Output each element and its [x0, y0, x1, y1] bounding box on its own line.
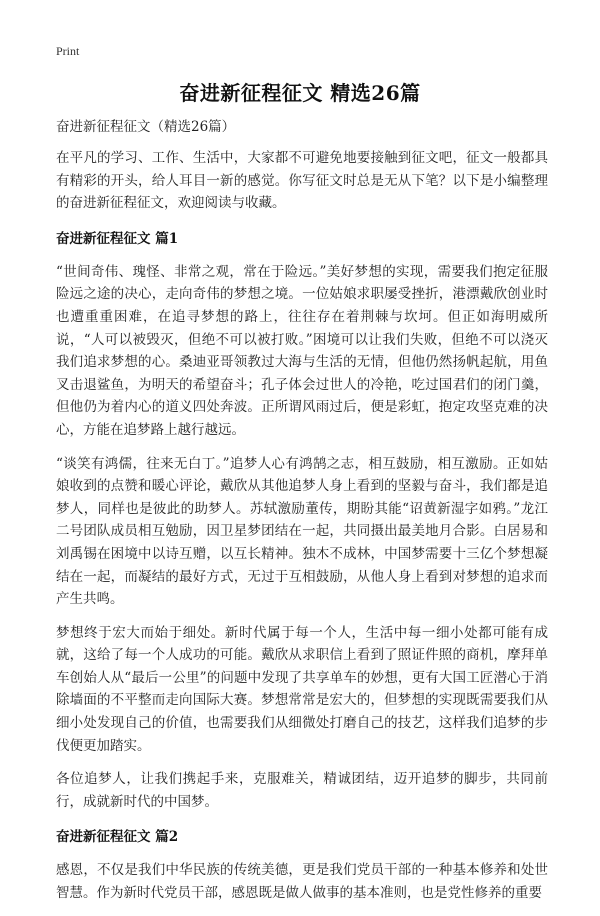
section-heading-1: 奋进新征程征文 篇1 — [56, 230, 179, 247]
section-2-paragraph: 感恩，不仅是我们中华民族的传统美德，更是我们党员干部的一种基本修养和处世智慧。作为新时代党员干部，感恩既是做人做事的基本准则，也是党性修养的重要 — [56, 862, 548, 902]
section-1-paragraph: 各位追梦人，让我们携起手来，克服难关，精诚团结，迈开追梦的脚步，共同前行，成就新时代的中国梦。 — [56, 771, 548, 810]
section-1-paragraph: “谈笑有鸿儒，往来无白丁。”追梦人心有鸿鹄之志，相互鼓励，相互激励。正如姑娘收到的点赞和暖心评论，戴欣从其他追梦人身上看到的坚毅与奋斗，我们都是追梦人，同样也是彼此的助梦人。苏轼激励董传，期盼其能“诏黄新湿字如鸦。”龙江二号团队成员相互勉励，因卫星梦团结在一起，共同摄出最美地月合影。白居易和刘禹锡在困境中以诗互赠，以互长精神。独木不成林，中国梦需要十三亿个梦想凝结在一起，而凝结的最好方式，无过于互相鼓励，从他人身上看到对梦想的追求而产生共鸣。 — [56, 455, 548, 608]
article-subtitle: 奋进新征程征文（精选26篇） — [56, 119, 236, 135]
section-heading-2: 奋进新征程征文 篇2 — [56, 829, 179, 846]
section-1-paragraph: “世间奇伟、瑰怪、非常之观，常在于险远。”美好梦想的实现，需要我们抱定征服险远之途的决心，走向奇伟的梦想之境。一位姑娘求职屡受挫折，港漂戴欣创业时也遭重重困难，在追寻梦想的路上，往往存在着荆棘与坎坷。但正如海明威所说，“人可以被毁灭，但绝不可以被打败。”困境可以让我们失败，但绝不可以浇灭我们追求梦想的心。桑迪亚哥领教过大海与生活的无情，但他仍然扬帆起航，用鱼叉击退鲨鱼，为明天的希望奋斗；孔子体会过世人的冷艳，吃过国君们的闭门羹，但他仍为着内心的道义四处奔波。正所谓风雨过后，便是彩虹，抱定攻坚克难的决心，方能在追梦路上越行越远。 — [56, 263, 548, 438]
article-body — [56, 116, 548, 916]
intro-paragraph: 在平凡的学习、工作、生活中，大家都不可避免地要接触到征文吧，征文一般都具有精彩的开头，给人耳目一新的感觉。你写征文时总是无从下笔？以下是小编整理的奋进新征程征文，欢迎阅读与收藏。 — [56, 150, 548, 212]
section-1-paragraph: 梦想终于宏大而始于细处。新时代属于每一个人，生活中每一细小处都可能有成就，这给了每一个人成功的可能。戴欣从求职信上看到了照证件照的商机，摩拜单车创始人从“最后一公里”的问题中发现了共享单车的妙想，更有大国工匠潜心于消除墙面的不平整而走向国际大赛。梦想常常是宏大的，但梦想的实现既需要我们从细小处发现自己的价值，也需要我们从细微处打磨自己的技艺，这样我们追梦的步伐便更加踏实。 — [56, 624, 548, 754]
page-title: 奋进新征程征文 精选26篇 — [179, 81, 421, 105]
print-link[interactable]: Print — [56, 44, 80, 58]
